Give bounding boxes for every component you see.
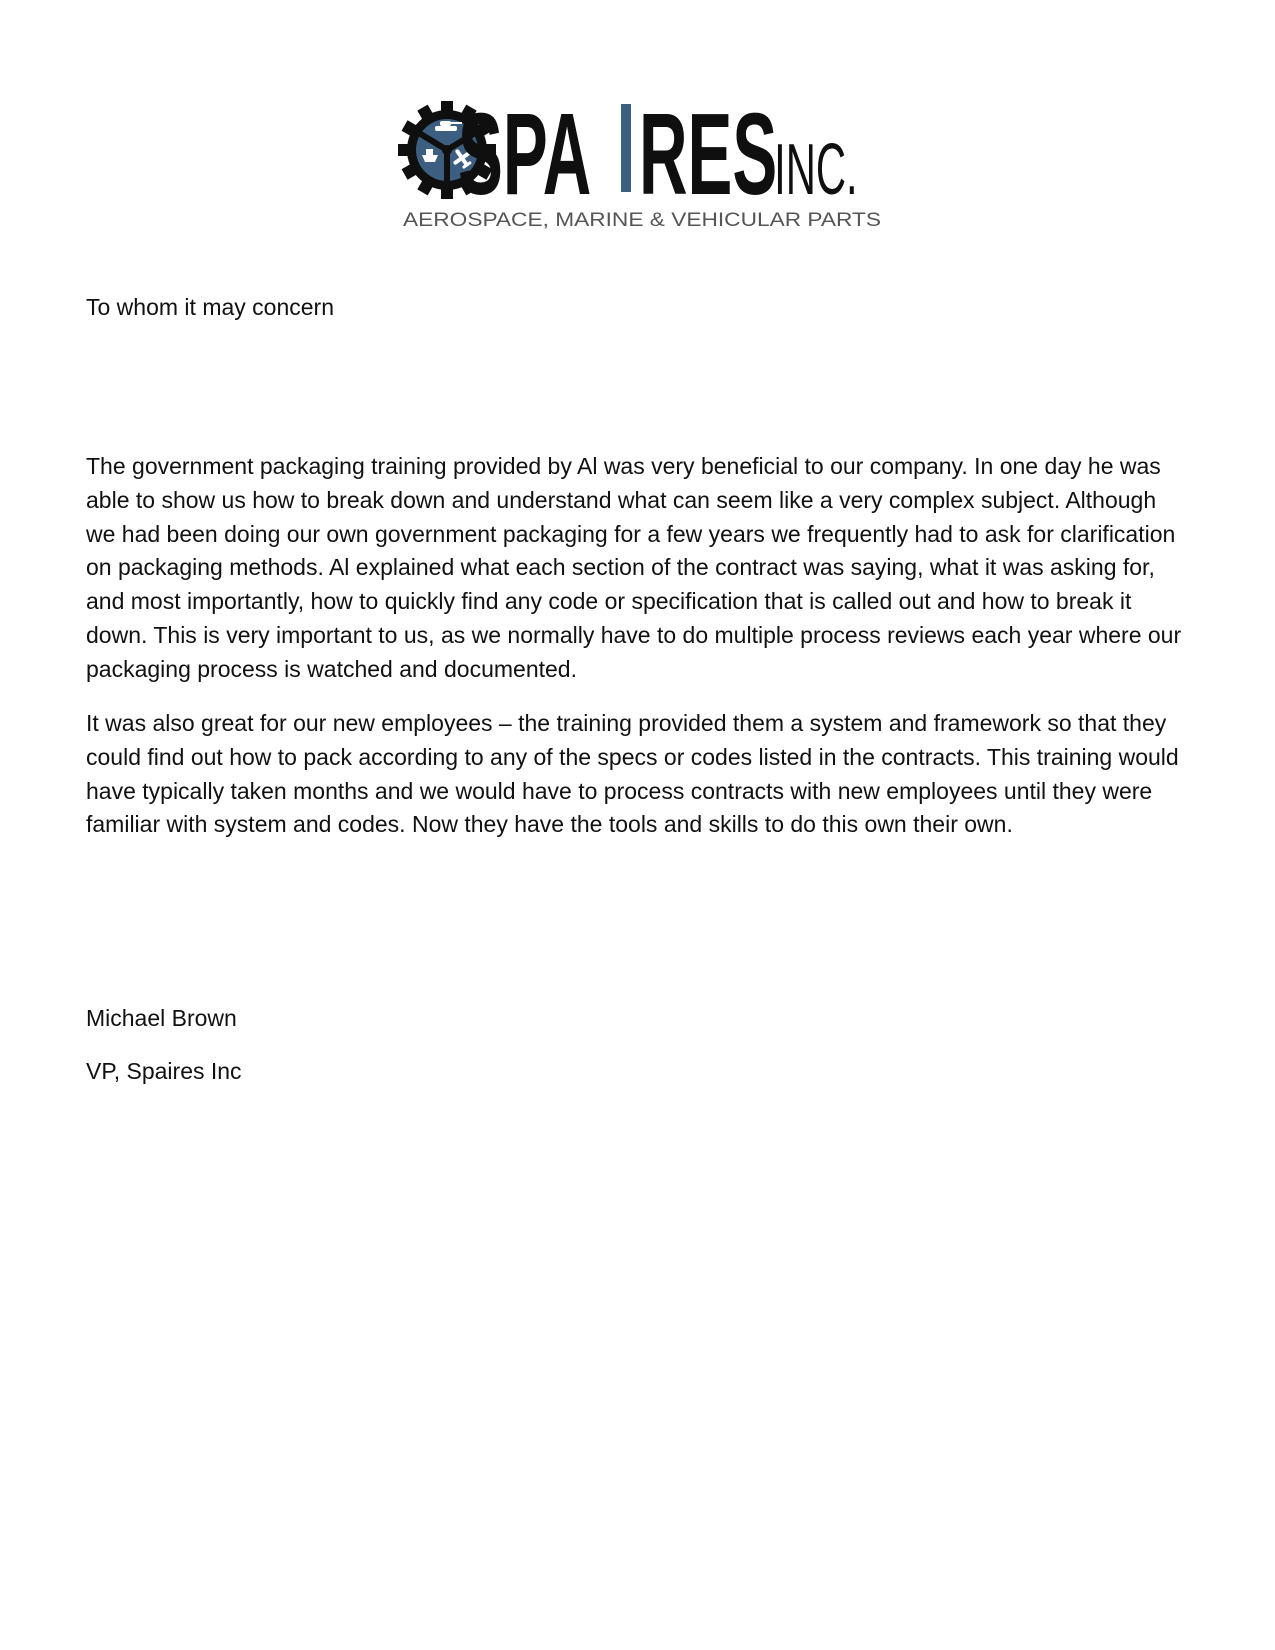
wordmark-spa: SPA bbox=[458, 90, 592, 220]
logo-tagline: AEROSPACE, MARINE & VEHICULAR PARTS bbox=[403, 210, 881, 231]
body-paragraph-1: The government packaging training provided by Al was very beneficial to our company. In one day he was able to show us how to break down and understand what can seem like a very complex subject. Although we had been doing our own government packaging for a few years we frequently had to ask for clarification on packaging methods. Al explained what each section of the contract was saying, what it was asking for, and most importantly, how to quickly find any code or specification that is called out and how to break it down. This is very important to us, as we normally have to do multiple process reviews each year where our packaging process is watched and documented. bbox=[86, 453, 1182, 682]
logo-graphic bbox=[400, 90, 885, 238]
salutation: To whom it may concern bbox=[86, 294, 334, 320]
signature-name: Michael Brown bbox=[86, 1005, 237, 1031]
signature-title: VP, Spaires Inc bbox=[86, 1058, 242, 1084]
wordmark-accent-bar bbox=[621, 104, 631, 192]
body-paragraph-2: It was also great for our new employees – the training provided them a system and framework so that they could find out how to pack according to any of the specs or codes listed in the contracts. This training would have typically taken months and we would have to process contracts with new employees until they were familiar with system and codes. Now they have the tools and skills to do this own their own. bbox=[86, 710, 1179, 838]
wordmark-res: RES bbox=[638, 90, 778, 220]
company-logo bbox=[400, 90, 885, 238]
wordmark-inc: INC. bbox=[774, 130, 858, 210]
